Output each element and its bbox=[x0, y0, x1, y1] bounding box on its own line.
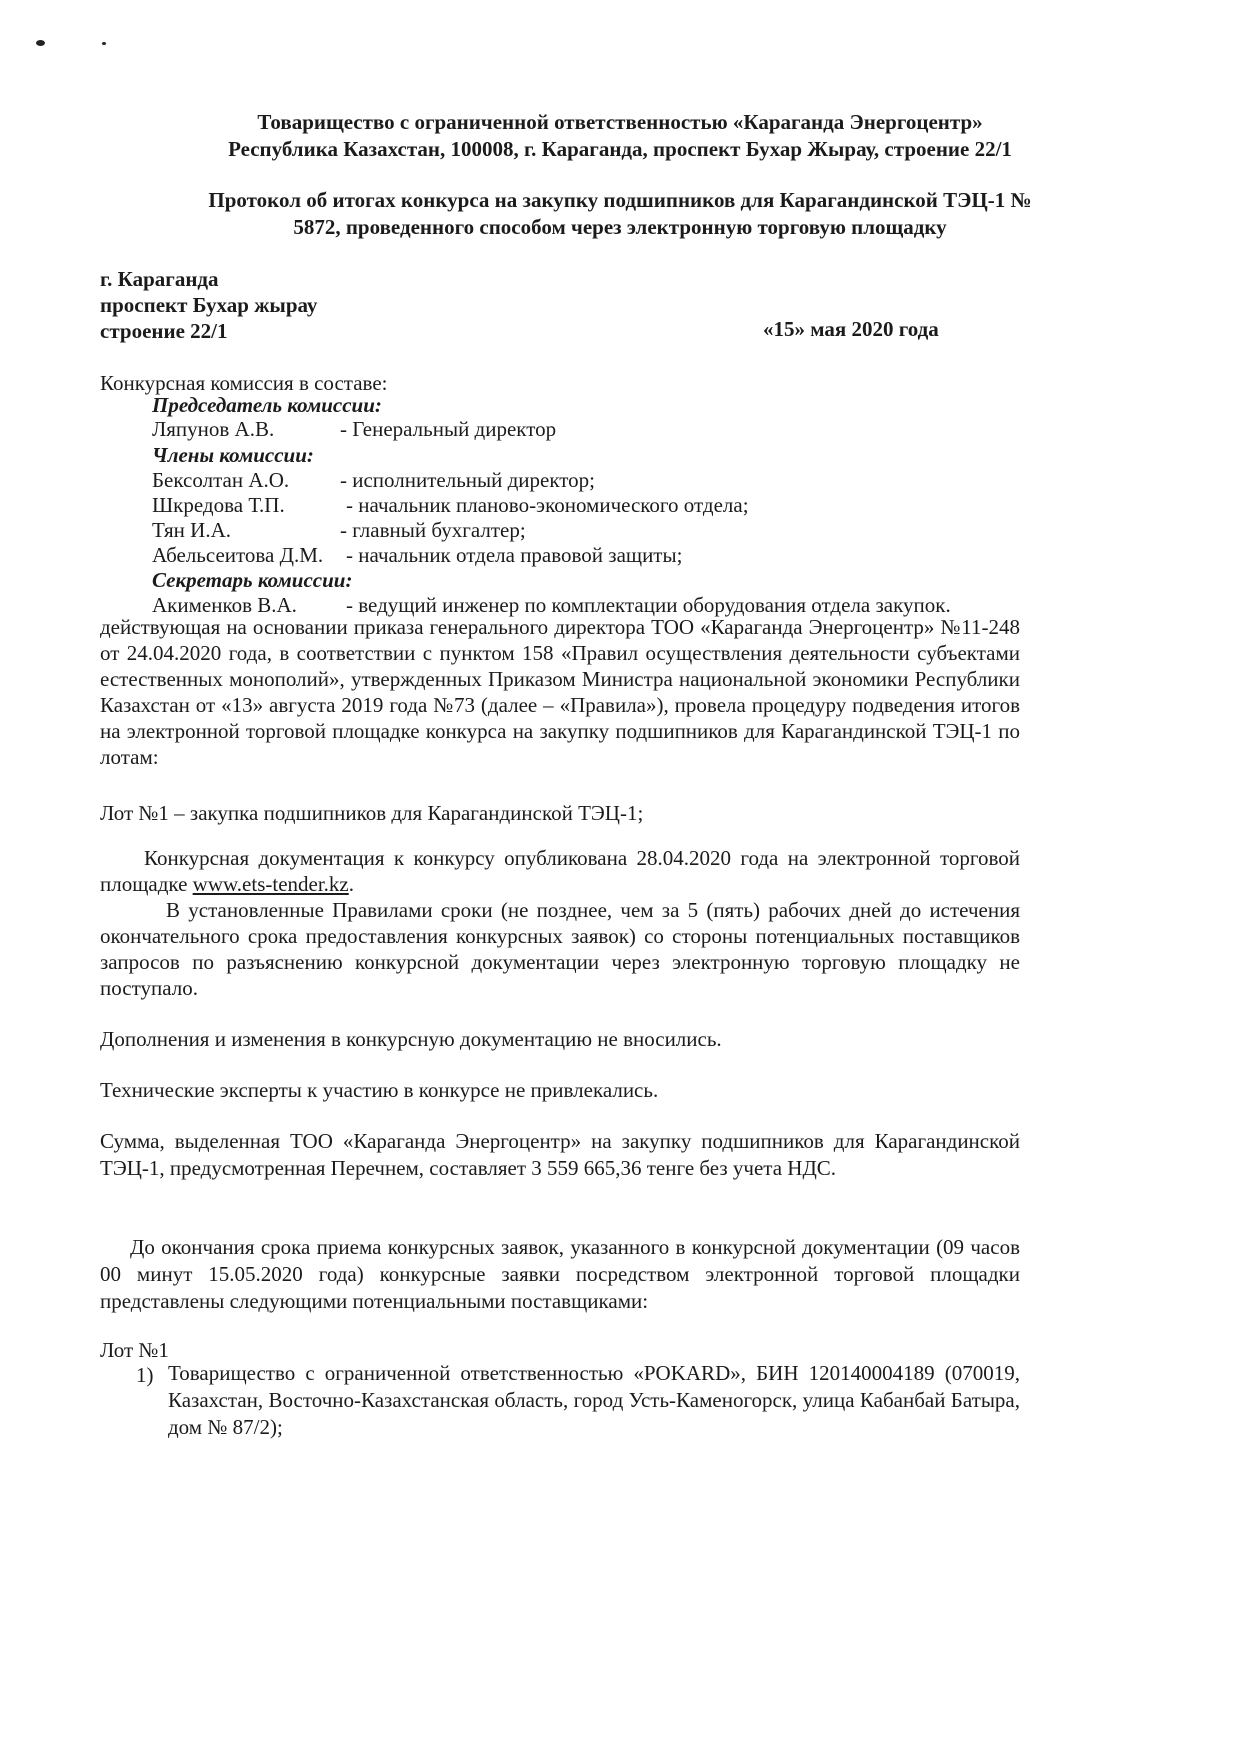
deadline-paragraph: До окончания срока приема конкурсных заявок, указанного в конкурсной документации (09 часов 00 минут 15.05.2020 года) конкурсные заявки посредством электронной торговой площадки представлены следующими потенциальными поставщиками: bbox=[100, 1235, 1020, 1313]
chair-heading: Председатель комиссии: bbox=[152, 393, 382, 417]
member-name: Тян И.А. bbox=[152, 518, 232, 542]
place-city: г. Караганда bbox=[100, 267, 219, 291]
chair-role: - Генеральный директор bbox=[340, 417, 557, 441]
member-role: - главный бухгалтер; bbox=[340, 518, 526, 542]
no-changes-text: Дополнения и изменения в конкурсную документацию не вносились. bbox=[100, 1027, 722, 1051]
lot-line: Лот №1 – закупка подшипников для Карагандинской ТЭЦ-1; bbox=[100, 801, 644, 825]
org-name: Товарищество с ограниченной ответственностью «Караганда Энергоцентр» bbox=[257, 110, 983, 134]
place-street: проспект Бухар жырау bbox=[100, 293, 318, 317]
scan-speck-mark bbox=[102, 42, 106, 45]
members-heading: Члены комиссии: bbox=[152, 443, 314, 467]
secretary-heading: Секретарь комиссии: bbox=[152, 568, 353, 592]
place-building: строение 22/1 bbox=[100, 319, 228, 343]
protocol-date: «15» мая 2020 года bbox=[763, 317, 939, 341]
secretary-name: Акименков В.А. bbox=[152, 593, 297, 617]
member-role: - исполнительный директор; bbox=[340, 468, 596, 492]
org-address: Республика Казахстан, 100008, г. Караганда, проспект Бухар Жырау, строение 22/1 bbox=[228, 137, 1012, 161]
chair-name: Ляпунов А.В. bbox=[152, 417, 275, 441]
sum-paragraph: Сумма, выделенная ТОО «Караганда Энергоцентр» на закупку подшипников для Карагандинской ТЭЦ-1, предусмотренная Перечнем, составляет 3 559 665,36 тенге без учета НДС. bbox=[100, 1129, 1020, 1180]
member-name: Абельсеитова Д.М. bbox=[152, 543, 324, 567]
commission-intro: Конкурсная комиссия в составе: bbox=[100, 371, 388, 395]
protocol-title-line1: Протокол об итогах конкурса на закупку подшипников для Карагандинской ТЭЦ-1 № bbox=[208, 188, 1032, 212]
member-role: - начальник отдела правовой защиты; bbox=[346, 543, 683, 567]
member-name: Шкредова Т.П. bbox=[152, 493, 285, 517]
tender-site-link[interactable]: www.ets-tender.kz bbox=[192, 872, 349, 896]
no-requests-paragraph: В установленные Правилами сроки (не позднее, чем за 5 (пять) рабочих дней до истечения окончательного срока предоставления конкурсных заявок) со стороны потенциальных поставщиков запросов по разъяснению конкурсной документации через электронную торговую площадку не поступало. bbox=[100, 898, 1020, 1000]
member-name: Бексолтан А.О. bbox=[152, 468, 290, 492]
secretary-role: - ведущий инженер по комплектации оборудования отдела закупок. bbox=[346, 593, 951, 617]
published-text: Конкурсная документация к конкурсу опубликована 28.04.2020 года на электронной торговой площадке bbox=[100, 846, 1020, 896]
member-role: - начальник планово-экономического отдела; bbox=[346, 493, 749, 517]
supplier-number: 1) bbox=[136, 1363, 154, 1387]
lot-heading: Лот №1 bbox=[100, 1338, 169, 1362]
protocol-title-line2: 5872, проведенного способом через электронную торговую площадку bbox=[293, 215, 947, 239]
no-experts-text: Технические эксперты к участию в конкурсе не привлекались. bbox=[100, 1078, 659, 1102]
published-end: . bbox=[348, 872, 354, 896]
published-paragraph bbox=[100, 845, 1020, 897]
basis-paragraph: действующая на основании приказа генерального директора ТОО «Караганда Энергоцентр» №11-248 от 24.04.2020 года, в соответствии с пунктом 158 «Правил осуществления деятельности субъектами естественных монополий», утвержденных Приказом Министра национальной экономики Республики Казахстан от «13» августа 2019 года №73 (далее – «Правила»), провела процедуру подведения итогов на электронной торговой площадке конкурса на закупку подшипников для Карагандинской ТЭЦ-1 по лотам: bbox=[100, 615, 1020, 769]
supplier-entry: Товарищество с ограниченной ответственностью «POKARD», БИН 120140004189 (070019, Казахстан, Восточно-Казахстанская область, город Усть-Каменогорск, улица Кабанбай Батыра, дом № 87/2); bbox=[168, 1361, 1020, 1439]
scan-speck-mark bbox=[36, 40, 45, 46]
